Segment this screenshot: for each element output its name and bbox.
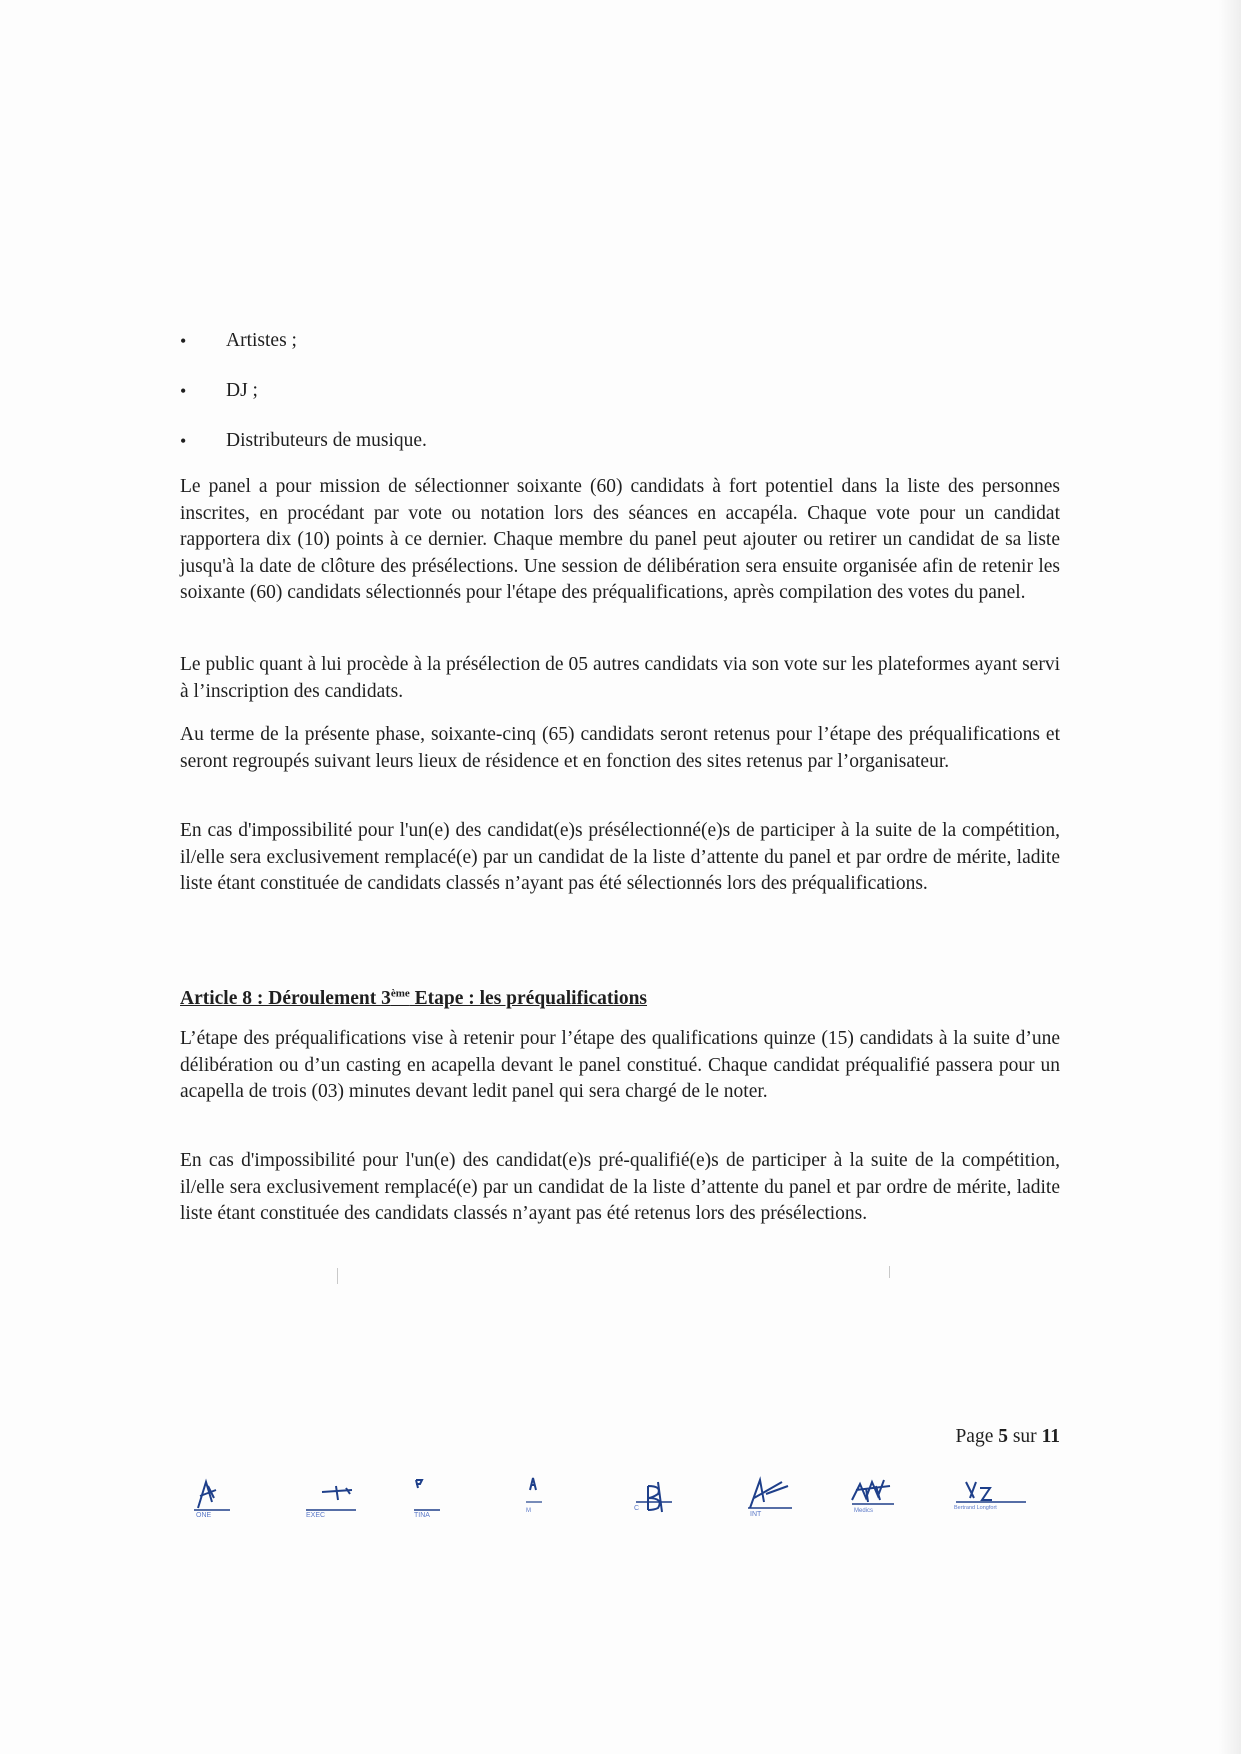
list-item (180, 378, 1060, 404)
page-of-label: sur (1012, 1426, 1037, 1447)
bullet-text: DJ ; (226, 380, 258, 401)
bullet-icon: • (180, 381, 187, 401)
article-heading (180, 986, 647, 1012)
initials-signature-icon (742, 1468, 832, 1518)
list-item (180, 328, 1060, 354)
signature-label: TINA (414, 1512, 430, 1518)
signature-label: Bertrand Longfort (954, 1505, 997, 1511)
paragraph-terme: Au terme de la présente phase, soixante-cinq (65) candidats seront retenus pour l’étape des préqualifications et seront regroupés suivant leurs lieux de résidence et en fonction des sites retenus par l’organisateur. (180, 724, 1060, 772)
page-number (930, 1424, 1060, 1450)
signature-label: Medics (854, 1508, 874, 1514)
paragraph-etape: L’étape des préqualifications vise à retenir pour l’étape des qualifications quinze (15) candidats à la suite d’une délibération ou d’un casting en acapella devant le panel constitué. Chaque candidat préqualifié passera pour un acapella de trois (03) minutes devant ledit panel qui sera chargé de le noter. (180, 1028, 1060, 1102)
article-heading-prefix: Article 8 : Déroulement 3 (180, 988, 391, 1009)
signature-label: C (634, 1505, 640, 1512)
scan-artifact (337, 1268, 338, 1284)
bullet-text: Distributeurs de musique. (226, 430, 427, 451)
paragraph-panel: Le panel a pour mission de sélectionner soixante (60) candidats à fort potentiel dans la liste des personnes inscrites, en procédant par vote ou notation lors des séances en accapéla. Chaque vote pour un candidat rapportera dix (10) points à ce dernier. Chaque membre du panel peut ajouter ou retirer un candidat de sa liste jusqu'à la date de clôture des présélections. Une session de délibération sera ensuite organisée afin de retenir les soixante (60) candidats sélectionnés pour l'étape des préqualifications, après compilation des votes du panel. (180, 476, 1060, 603)
bullet-icon: • (180, 331, 187, 351)
bullet-text: Artistes ; (226, 330, 297, 351)
initials-signature-icon (628, 1468, 718, 1518)
signature-label: EXEC (306, 1512, 326, 1518)
paragraph-public: Le public quant à lui procède à la présélection de 05 autres candidats via son vote sur les plateformes ayant servi à l’inscription des candidats. (180, 654, 1060, 702)
signature-label: INT (750, 1511, 762, 1518)
page-label: Page (955, 1426, 994, 1447)
scan-artifact (889, 1266, 890, 1278)
page-total: 11 (1041, 1426, 1060, 1447)
initials-signature-icon (302, 1468, 392, 1518)
scan-edge-shadow (1219, 0, 1241, 1754)
initials-signature-icon (190, 1468, 280, 1518)
initials-signature-icon (846, 1468, 936, 1518)
list-item (180, 428, 1060, 454)
page-current: 5 (998, 1426, 1008, 1447)
initials-signature-icon (950, 1468, 1050, 1518)
bullet-icon: • (180, 431, 187, 451)
paragraph-impossibilite-1: En cas d'impossibilité pour l'un(e) des candidat(e)s présélectionné(e)s de participer à la suite de la compétition, il/elle sera exclusivement remplacé(e) par un candidat de la liste d’attente du panel et par ordre de mérite, ladite liste étant constituée de candidats classés n’ayant pas été sélectionnés lors des préqualifications. (180, 820, 1060, 894)
initials-signature-icon (522, 1468, 612, 1518)
bullet-list (180, 328, 1060, 478)
signature-label: M (526, 1508, 531, 1514)
paragraph-impossibilite-2: En cas d'impossibilité pour l'un(e) des candidat(e)s pré-qualifié(e)s de participer à la suite de la compétition, il/elle sera exclusivement remplacé(e) par un candidat de la liste d’attente du panel et par ordre de mérite, ladite liste étant constituée des candidats classés n’ayant pas été retenus lors des présélections. (180, 1150, 1060, 1224)
article-heading-suffix: Etape : les préqualifications (409, 988, 648, 1009)
initials-signature-icon (410, 1468, 500, 1518)
signature-label: ONE (196, 1512, 212, 1518)
article-heading-sup: ème (390, 987, 410, 1000)
